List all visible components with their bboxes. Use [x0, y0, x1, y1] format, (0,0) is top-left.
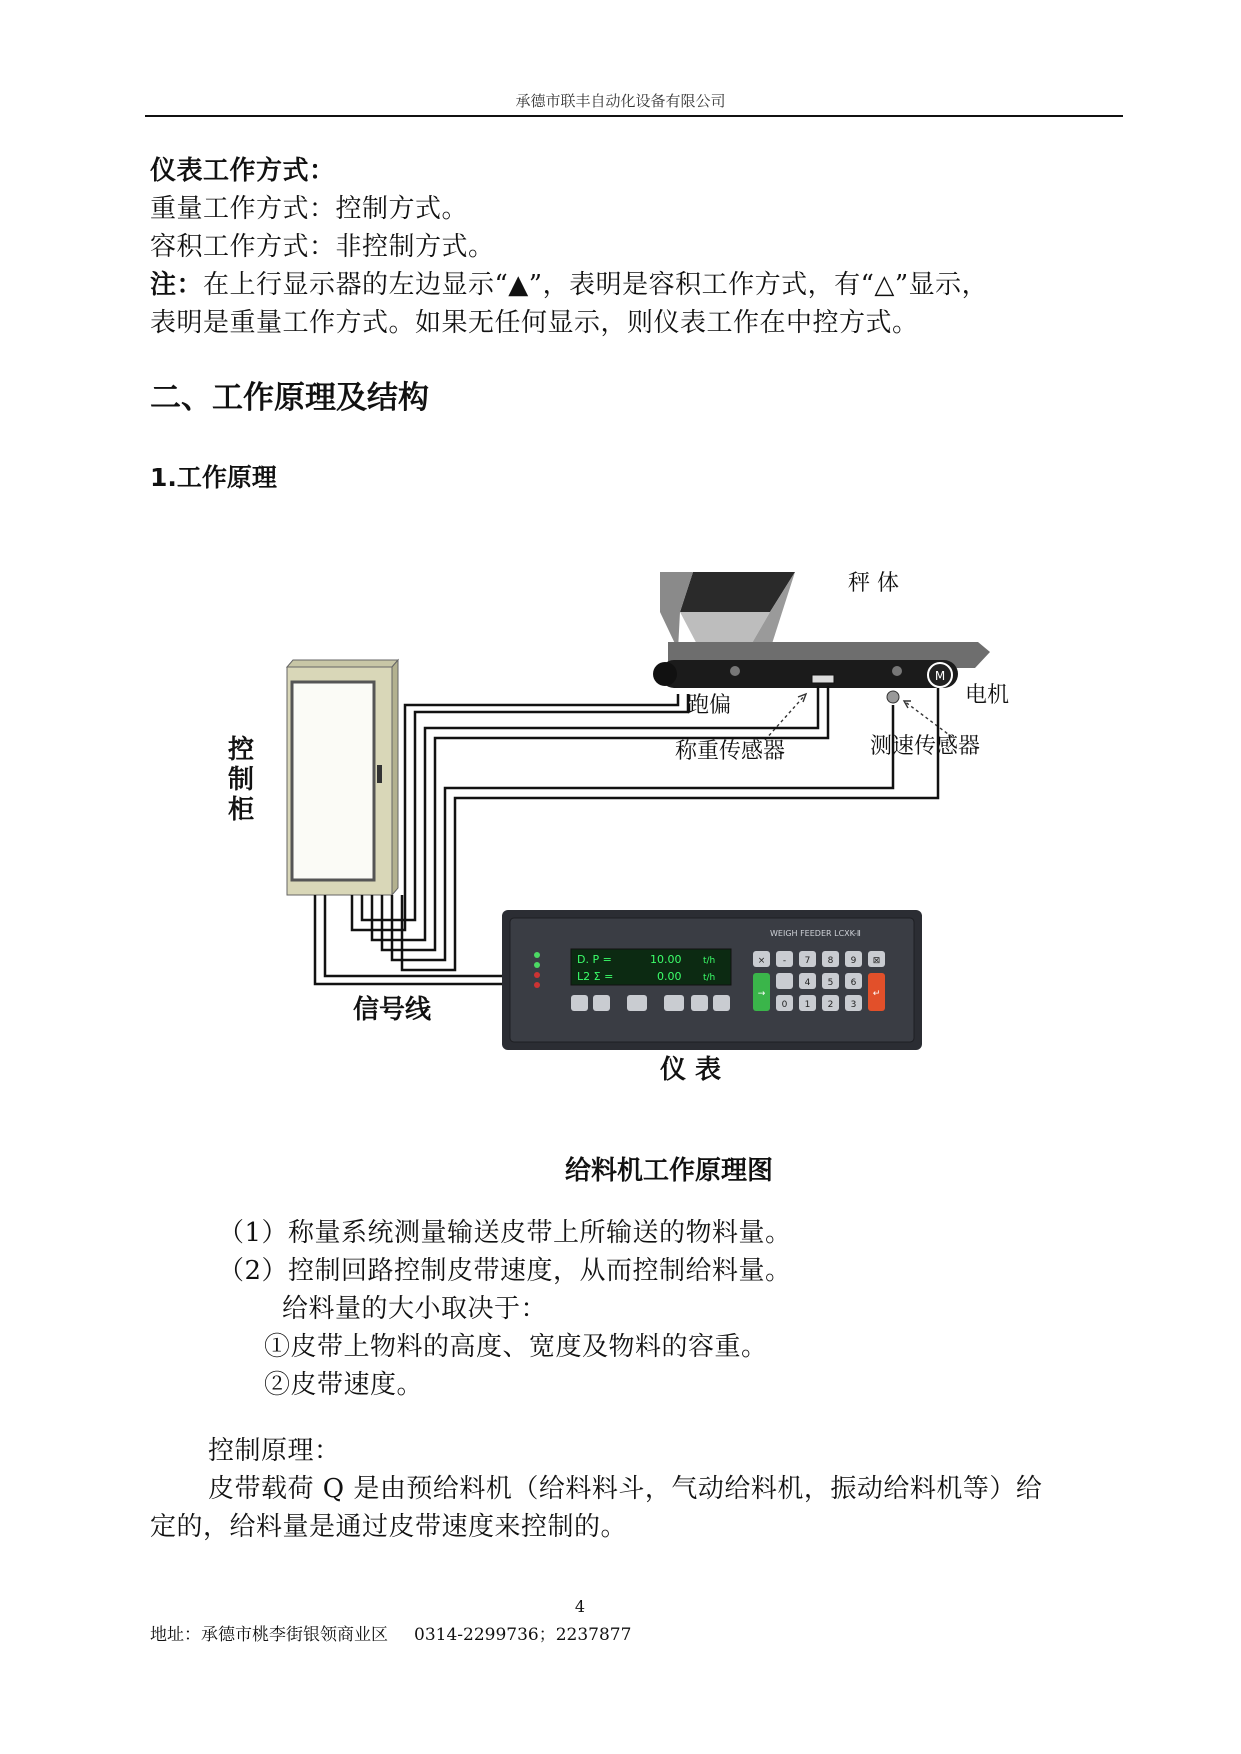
speed-sensor-label: 测速传感器	[870, 734, 981, 759]
key-r3-2: 2	[827, 1000, 834, 1010]
key-r2-2: 6	[850, 978, 857, 988]
display-line2-unit: t/h	[703, 973, 716, 983]
figure-caption: 给料机工作原理图	[564, 1156, 773, 1186]
cabinet-label-char-2: 制	[228, 765, 255, 795]
factor-2: ②皮带速度。	[264, 1370, 424, 1400]
display-line1-value: 10.00	[650, 953, 682, 966]
key-r3-1: 1	[804, 1000, 811, 1010]
signal-line-label: 信号线	[353, 995, 432, 1025]
instrument-model-label: WEIGH FEEDER LCXK-Ⅱ	[770, 929, 861, 938]
control-line-2: 定的，给料量是通过皮带速度来控制的。	[150, 1512, 628, 1542]
weigh-feeder-instrument	[502, 910, 922, 1050]
control-cabinet	[287, 660, 398, 895]
key-r3-3: 3	[850, 1000, 857, 1010]
note-text-1: 在上行显示器的左边显示“▲”，表明是容积工作方式，有“△”显示，	[203, 270, 989, 300]
note-line-2: 表明是重量工作方式。如果无任何显示，则仪表工作在中控方式。	[150, 308, 919, 338]
weigh-sensor-pointer	[765, 694, 806, 740]
volume-mode-line: 容积工作方式：非控制方式。	[150, 232, 495, 262]
key-r1-3: 8	[827, 956, 834, 966]
key-r1-4: 9	[850, 956, 857, 966]
scale-body-label: 秤 体	[848, 571, 899, 596]
weigh-sensor-label: 称重传感器	[675, 739, 786, 764]
key-r2-1: 5	[827, 978, 834, 988]
hopper	[660, 572, 795, 650]
page-number: 4	[574, 1597, 586, 1616]
footer-phone: 0314-2299736；2237877	[414, 1625, 632, 1645]
motor-label: 电机	[965, 683, 1010, 708]
footer	[150, 1620, 631, 1645]
display-line1-unit: t/h	[703, 956, 716, 966]
list-item-2: （2）控制回路控制皮带速度，从而控制给料量。	[218, 1256, 792, 1286]
instrument-label: 仪 表	[660, 1055, 722, 1085]
green-enter-key: →	[757, 989, 766, 999]
motor-symbol-letter: M	[934, 669, 946, 683]
display-line2-label: L2 Σ =	[577, 970, 614, 983]
factor-1: ①皮带上物料的高度、宽度及物料的容重。	[264, 1332, 768, 1362]
depends-line: 给料量的大小取决于：	[282, 1294, 548, 1324]
belt-conveyor	[653, 642, 990, 688]
speed-sensor-dot	[887, 691, 899, 703]
note-label: 注：	[150, 270, 204, 300]
cabinet-label-char-1: 控	[228, 735, 255, 765]
footer-address: 地址：承德市桃李街银领商业区	[150, 1625, 388, 1645]
weight-mode-line: 重量工作方式：控制方式。	[150, 194, 469, 224]
section-title: 二、工作原理及结构	[150, 380, 429, 416]
display-line2-value: 0.00	[657, 970, 682, 983]
red-enter-key: ↵	[872, 989, 881, 999]
list-item-1: （1）称量系统测量输送皮带上所输送的物料量。	[218, 1218, 792, 1248]
page-header: 承德市联丰自动化设备有限公司	[515, 92, 726, 110]
instrument-mode-heading: 仪表工作方式：	[150, 156, 336, 186]
key-r1-1: -	[782, 956, 787, 966]
cabinet-label-char-3: 柜	[228, 795, 255, 825]
key-r3-0: 0	[781, 1000, 788, 1010]
display-line1-label: D. P =	[577, 953, 612, 966]
key-r2-0: 4	[804, 978, 811, 988]
subsection-title: 1.工作原理	[150, 463, 277, 492]
control-heading: 控制原理：	[208, 1436, 341, 1466]
deviation-label: 跑偏	[687, 693, 732, 718]
key-r1-2: 7	[804, 956, 811, 966]
speed-sensor-pointer	[904, 701, 952, 737]
control-line-1: 皮带载荷 Q 是由预给料机（给料料斗，气动给料机，振动给料机等）给	[208, 1474, 1043, 1504]
key-r1-0: ×	[757, 956, 766, 966]
key-r1-5: ⊠	[872, 956, 881, 966]
